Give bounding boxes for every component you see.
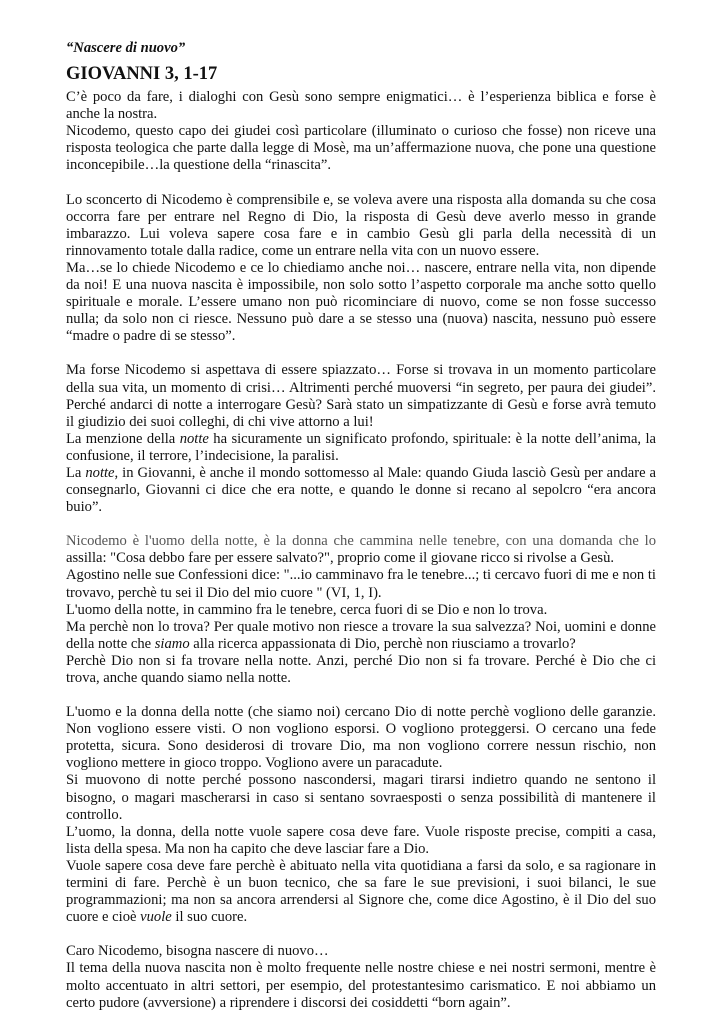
paragraph-gap: [66, 345, 656, 362]
document-page: [66, 40, 656, 1012]
paragraph: Si muovono di notte perché possono nascondersi, magari tirarsi indietro quando ne sentono il bisogno, o magari mascherarsi in caso si sentano sovraesposti o senza possibilità di mantenere il controllo.: [66, 772, 656, 823]
paragraph: Perchè Dio non si fa trovare nella notte. Anzi, perché Dio non si fa trovare. Perché è Dio che ci trova, anche quando siamo nella notte.: [66, 652, 656, 686]
paragraph: [66, 858, 656, 926]
text-run: Ma perchè non lo trova? Per quale motivo non riesce a trovare la sua salvezza? Noi, uomini e donne della notte che: [66, 618, 656, 652]
text-run: , in Giovanni, è anche il mondo sottomesso al Male: quando Giuda lasciò Gesù per andare a consegnarlo, Giovanni ci dice che era notte, e quando le donne si recano al sepolcro “era ancora buio”.: [66, 464, 656, 516]
paragraph: C’è poco da fare, i dialoghi con Gesù sono sempre enigmatici… è l’esperienza biblica e forse è anche la nostra.: [66, 89, 656, 123]
emphasis: notte: [85, 464, 115, 481]
paragraph: Ma…se lo chiede Nicodemo e ce lo chiediamo anche noi… nascere, entrare nella vita, non dipende da noi! E una nuova nascita è impossibile, non solo sotto l’aspetto corporale ma anche sotto quello spirituale e morale. L’essere umano non può ricominciare di nuovo, come se non fosse successo nulla; da solo non ci riesce. Nessuno può dare a se stesso una (nuova) nascita, nessuno può essere “madre o padre di se stesso”.: [66, 259, 656, 345]
text-run: La: [66, 464, 86, 481]
text-run: alla ricerca appassionata di Dio, perchè non riusciamo a trovarlo?: [189, 635, 576, 652]
emphasis: vuole: [140, 909, 172, 926]
text-run: La menzione della: [66, 430, 180, 447]
paragraph-gap: [66, 175, 656, 192]
paragraph: [66, 465, 656, 516]
paragraph: [66, 619, 656, 653]
text-run: Nicodemo è l'uomo della notte, è la donna che cammina nelle tenebre, con una domanda che lo: [66, 533, 656, 550]
paragraph: Nicodemo, questo capo dei giudei così particolare (illuminato o curioso che fosse) non riceve una risposta teologica che parte dalla legge di Mosè, ma un’affermazione nuova, che pone una questione inconcepibile…la questione della “rinascita”.: [66, 123, 656, 174]
paragraph: Agostino nelle sue Confessioni dice: "...io camminavo fra le tenebre...; ti cercavo fuori di me e non ti trovavo, perchè tu sei il Dio del mio cuore " (VI, 1, I).: [66, 567, 656, 601]
paragraph-gap: [66, 516, 656, 533]
document-subtitle: “Nascere di nuovo”: [66, 40, 186, 56]
paragraph: L'uomo della notte, in cammino fra le tenebre, cerca fuori di se Dio e non lo trova.: [66, 601, 548, 618]
paragraph: L’uomo, la donna, della notte vuole sapere cosa deve fare. Vuole risposte precise, compiti a casa, lista della spesa. Ma non ha capito che deve lasciar fare a Dio.: [66, 823, 656, 857]
paragraph: [66, 431, 656, 465]
paragraph-gap: [66, 926, 656, 943]
text-run: ha sicuramente un significato profondo, spirituale: è la notte dell’anima, la confusione, il terrore, l’indecisione, la paralisi.: [66, 430, 657, 464]
paragraph-gap: [66, 687, 656, 704]
emphasis: notte: [179, 430, 209, 447]
paragraph: L'uomo e la donna della notte (che siamo noi) cercano Dio di notte perchè vogliono delle garanzie. Non vogliono essere visti. O non vogliono esporsi. O vogliono proteggersi. O cercano una fede protetta, sicura. Sono desiderosi di trovare Dio, ma non vogliono correre nessun rischio, non vogliono mettere in gioco troppo. Vogliono avere un paracadute.: [66, 704, 656, 772]
paragraph: Lo sconcerto di Nicodemo è comprensibile e, se voleva avere una risposta alla domanda su che cosa occorra fare per entrare nel Regno di Dio, la risposta di Gesù deve averlo messo in grande imbarazzo. Lui voleva sapere cosa fare e in cambio Gesù gli parla della necessità di un rinnovamento totale dalla radice, come un entrare nella vita con un nuovo essere.: [66, 191, 656, 259]
paragraph: Ma forse Nicodemo si aspettava di essere spiazzato… Forse si trovava in un momento particolare della sua vita, un momento di crisi… Altrimenti perché muoversi “in segreto, per paura dei giudei”. Perché andarci di notte a interrogare Gesù? Sarà stato un simpatizzante di Gesù e forse avrà temuto il giudizio dei suoi colleghi, di chi vive attorno a lui!: [66, 362, 656, 430]
emphasis: siamo: [154, 635, 190, 652]
paragraph: Caro Nicodemo, bisogna nascere di nuovo…: [66, 943, 329, 960]
text-run: il suo cuore.: [171, 909, 248, 926]
paragraph: [66, 533, 656, 567]
document-title: GIOVANNI 3, 1-17: [66, 64, 218, 85]
text-run: assilla: "Cosa debbo fare per essere salvato?", proprio come il giovane ricco si rivolse a Gesù.: [66, 550, 615, 567]
paragraph: Il tema della nuova nascita non è molto frequente nelle nostre chiese e nei nostri sermoni, mentre è molto accentuato in altri settori, per esempio, del protestantesimo carismatico. E noi abbiamo un certo pudore (avversione) a riprendere i discorsi dei cosiddetti “born again”.: [66, 960, 656, 1011]
text-run: Vuole sapere cosa deve fare perchè è abituato nella vita quotidiana a farsi da solo, e sa ragionare in termini di fare. Perchè è un buon tecnico, che sa fare le sue previsioni, i suoi bilanci, le sue programmazioni; ma non sa ancora arrendersi al Signore che, come dice Agostino, è il Dio del suo cuore e cioè: [66, 857, 656, 926]
